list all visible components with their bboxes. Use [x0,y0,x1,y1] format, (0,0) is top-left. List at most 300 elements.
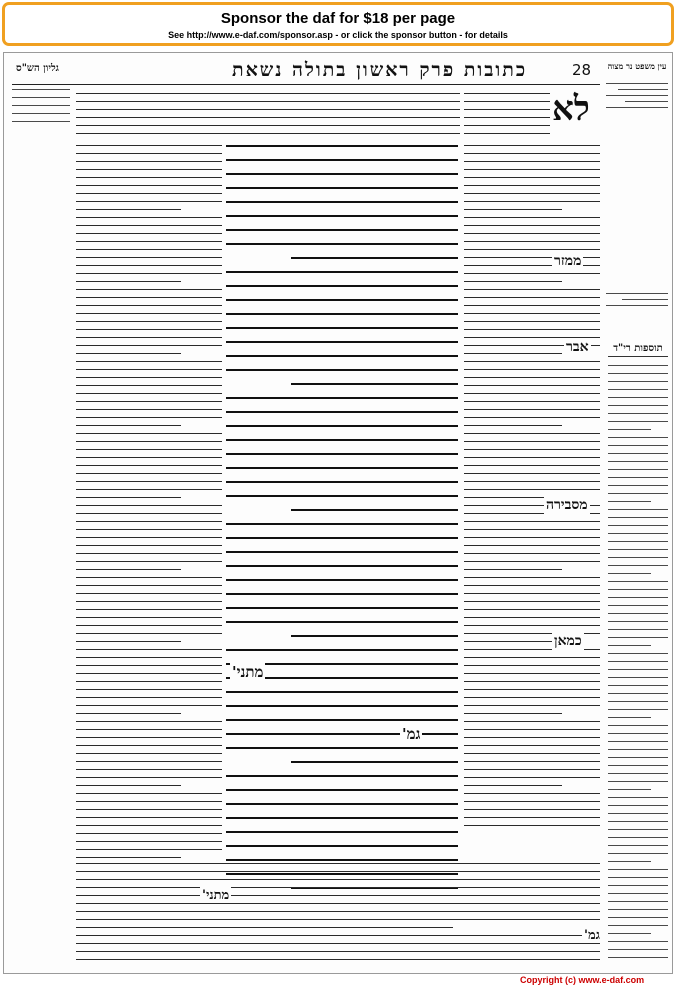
bottom-lead-matni: מתני' [202,888,230,903]
gemara-text-line [226,859,458,861]
tosafot-rid-text-line [608,941,668,942]
tosafot-rid-text-line [608,661,668,662]
tosafot-rid-text-line [608,581,668,582]
tosafot-rid-text-line [608,797,668,798]
tosafot-rid-text-line [608,845,668,846]
rashi-text-line [464,721,600,722]
rashi-text-line [464,169,600,170]
commentary-text-line [76,951,600,952]
rashi-text-line [464,329,600,330]
gloss-text-line [12,113,70,114]
tosafot-text-line [76,257,222,258]
commentary-text-line [76,903,600,904]
gemara-text-line [291,257,458,259]
tosafot-text-line [76,393,222,394]
commentary-text-line [76,93,460,94]
rashi-text-line [464,377,600,378]
page-number: 28 [572,61,592,79]
gemara-text-line [226,243,458,245]
tosafot-text-line [76,305,222,306]
rashi-text-line [464,249,600,250]
rashi-text-line [464,641,562,642]
gemara-text-line [226,411,458,413]
tosafot-rid-text-line [608,821,668,822]
rashi-text-line [464,117,550,118]
commentary-text-line [76,935,600,936]
rashi-text-line [464,289,600,290]
tosafot-text-line [76,745,222,746]
tosafot-rid-text-line [608,709,668,710]
tosafot-text-line [76,617,222,618]
rashi-text-line [464,705,600,706]
gemara-text-line [226,705,458,707]
tosafot-text-line [76,545,222,546]
tosafot-text-line [76,593,222,594]
tosafot-rid-text-line [608,877,668,878]
gemara-text-line [226,621,458,623]
rashi-text-line [464,785,562,786]
gloss-text-line [12,89,70,90]
rashi-text-line [464,545,600,546]
ein-mishpat-notes-2 [606,293,668,323]
gemara-text-line [226,453,458,455]
tosafot-text-line [76,329,222,330]
copyright-notice[interactable]: Copyright (c) www.e-daf.com [520,975,645,985]
tosafot-text-line [76,833,222,834]
rashi-text-line [464,217,600,218]
tosafot-text-line [76,233,222,234]
tosafot-rid-text-line [608,781,668,782]
commentary-text-line [76,887,600,888]
tosafot-rid-text-line [608,725,668,726]
rashi-text-line [464,617,600,618]
tosafot-rid-text-line [608,597,668,598]
rashi-text-line [464,529,600,530]
gemara-text-line [226,369,458,371]
tosafot-rid-text-line [608,565,668,566]
gloss-text-line [12,105,70,106]
commentary-text-line [76,125,460,126]
gemara-text-line [226,229,458,231]
tosafot-text-line [76,825,222,826]
commentary-text-line [76,133,460,134]
tosafot-rid-text-line [608,509,668,510]
tosafot-rid-text-line [608,413,668,414]
gemara-text [226,145,458,907]
gemara-text-line [226,593,458,595]
tosafot-text-line [76,673,222,674]
tosafot-rid-text-line [608,741,668,742]
rashi-text-line [464,713,562,714]
rashi-text-line [464,561,600,562]
commentary-text-line [76,919,600,920]
gemara-text-line [226,159,458,161]
rashi-text-line [464,125,550,126]
tosafot-rid-text-line [608,557,668,558]
tosafot-rid-text-line [608,533,668,534]
tosafot-text-line [76,265,222,266]
gloss-text-line [12,97,70,98]
tosafot-text-line [76,569,181,570]
rashi-text-line [464,153,600,154]
tosafot-text-line [76,401,222,402]
opening-word: לא [552,89,590,129]
gemara-text-line [226,299,458,301]
rashi-text-line [464,457,600,458]
tosafot-text-line [76,665,222,666]
tosafot-text-line [76,817,222,818]
rashi-text-line [464,161,600,162]
tosafot-text-line [76,153,222,154]
gemara-text-line [226,355,458,357]
gemara-text-line [226,831,458,833]
gemara-text-line [226,691,458,693]
talmud-page [3,52,673,974]
tosafot-text-line [76,281,181,282]
rashi-top [464,93,550,141]
rashi-text-line [464,337,600,338]
rashi-text-line [464,433,600,434]
tosafot-rid-text-line [608,861,651,862]
tosafot-text-line [76,217,222,218]
tosafot-rid-text-line [608,437,668,438]
gemara-text-line [226,551,458,553]
tosafot-text-line [76,441,222,442]
rashi-text-line [464,133,550,134]
tosafot-rid-title: תוספות רי"ד [608,343,668,357]
tosafot-rid-text-line [608,365,668,366]
commentary-text-line [76,863,600,864]
rashi-text-line [464,625,600,626]
commentary-text-line [76,927,453,928]
tosafot-text-line [76,169,222,170]
tosafot-text-line [76,769,222,770]
rashi-text-line [464,409,600,410]
gemara-text-line [291,761,458,763]
tosafot-text-line [76,289,222,290]
tosafot-rid-text-line [608,637,668,638]
sponsor-banner[interactable] [2,2,674,46]
rashi-text-line [464,441,600,442]
tosafot-rid-text-line [608,669,668,670]
gemara-text-line [226,481,458,483]
tosafot-text-line [76,161,222,162]
tosafot-rid-text-line [608,405,668,406]
tosafot-text-line [76,353,181,354]
tosafot-rid-text-line [608,933,651,934]
tosafot-text-line [76,505,222,506]
gilyon-hashas-text [12,89,70,129]
rashi-text-line [464,521,600,522]
commentary-text-line [76,101,460,102]
tosafot-text-line [76,561,222,562]
tosafot-text-line [76,841,222,842]
rashi-text-line [464,425,562,426]
rashi-text-line [464,201,600,202]
rashi-text-line [464,273,600,274]
rashi-text-line [464,777,600,778]
rashi-text-line [464,825,600,826]
rashi-text-line [464,281,562,282]
tosafot-text-line [76,321,222,322]
tosafot-rid-text-line [608,381,668,382]
tosafot-text-line [76,409,222,410]
gemara-text-line [226,495,458,497]
tosafot-rid-text-line [608,605,668,606]
rashi-text-line [464,489,600,490]
tosafot-text-line [76,697,222,698]
rashi-text-line [464,481,600,482]
tosafot-text-line [76,761,222,762]
tosafot-text-line [76,465,222,466]
gemara-text-line [226,173,458,175]
tosafot-text-line [76,641,181,642]
tosafot-rid-text-line [608,429,651,430]
tosafot-rid-text-line [608,501,651,502]
tosafot-rid-text-line [608,765,668,766]
gemara-text-line [226,565,458,567]
tosafot-text-line [76,377,222,378]
gloss-text-line [12,121,70,122]
tosafot-rid-text-line [608,853,668,854]
gemara-lead-gemara: גמ' [402,725,421,743]
tosafot-text-line [76,201,222,202]
tosafot-rid-text-line [608,901,668,902]
rashi-text-line [464,761,600,762]
tosafot-rid-text-line [608,541,668,542]
rashi-text-line [464,401,600,402]
gemara-text-line [226,789,458,791]
tosafot-text-line [76,249,222,250]
gemara-text-line [226,145,458,147]
tosafot-text-line [76,361,222,362]
commentary-text-line [76,117,460,118]
gemara-text-line [226,747,458,749]
tosafot-text-line [76,385,222,386]
tosafot-rid-text-line [608,909,668,910]
tosafot-rid-text-line [608,573,651,574]
commentary-text-line [76,109,460,110]
gemara-text-line [226,733,458,735]
tosafot-text-line [76,513,222,514]
tosafot-text-line [76,449,222,450]
gemara-text-line [226,537,458,539]
tosafot-rid-text-line [608,645,651,646]
tosafot-text-line [76,313,222,314]
tosafot-text-line [76,425,181,426]
tosafot-text-line [76,369,222,370]
tosafot-rid-text-line [608,613,668,614]
tosafot-rid-text-line [608,485,668,486]
rashi-text-line [464,93,550,94]
gemara-text-line [226,397,458,399]
tosafot-text-line [76,241,222,242]
tosafot-text-line [76,713,181,714]
rashi-text-line [464,449,600,450]
tosafot-rid-text-line [608,589,668,590]
tosafot-rid-text-line [608,469,668,470]
tosafot-text-line [76,785,181,786]
rashi-lead-mamzer: ממזר [554,253,582,269]
rashi-text-line [464,681,600,682]
rashi-text-line [464,417,600,418]
rashi-text-line [464,109,550,110]
gemara-text-line [226,439,458,441]
tosafot-text-line [76,145,222,146]
gilyon-hashas-label: גליון הש"ס [16,63,59,74]
tosafot-rid-text-line [608,805,668,806]
tosafot-rid-text-line [608,389,668,390]
tosafot-text-line [76,585,222,586]
gemara-text-line [226,285,458,287]
tosafot-rid-text-line [608,949,668,950]
rashi-text-line [464,593,600,594]
gemara-text-line [226,803,458,805]
tosafot-text-line [76,457,222,458]
rashi-text-line [464,657,600,658]
rashi-text-line [464,737,600,738]
tosafot-text-line [76,801,222,802]
rashi-text-line [464,801,600,802]
rashi-text-line [464,385,600,386]
tosafot-text-line [76,625,222,626]
commentary-text-line [76,895,600,896]
gemara-text-line [226,201,458,203]
tosafot-rid-text-line [608,789,651,790]
rashi-lead-avar: אבר [566,339,589,355]
gemara-text-line [226,271,458,273]
commentary-text-line [76,943,600,944]
tosafot-rid-text-line [608,917,668,918]
gemara-text-line [291,635,458,637]
tosafot-text-line [76,185,222,186]
tosafot-text-line [76,705,222,706]
gemara-text-line [291,509,458,511]
tosafot-rid-text-line [608,733,668,734]
tosafot-text-line [76,337,222,338]
tosafot-rid-text-line [608,453,668,454]
tosafot-rid-text-line [608,685,668,686]
tosafot-rid-text-line [608,869,668,870]
ein-mishpat-notes [606,83,668,143]
rashi-lead-kma: כמאן [554,633,582,649]
rashi-text-line [464,473,600,474]
rashi-text-line [464,585,600,586]
tosafot-rid-text-line [608,621,668,622]
rashi-text-line [464,225,600,226]
rashi-text-line [464,233,600,234]
rashi-text-line [464,313,600,314]
tosafot-rid-text-line [608,549,668,550]
tosafot-rid-text-line [608,893,668,894]
tosafot-text-line [76,481,222,482]
tosafot-text-line [76,737,222,738]
gemara-text-line [226,327,458,329]
tosafot-text-line [76,857,181,858]
rashi-text-line [464,145,600,146]
gemara-text-line [226,579,458,581]
rashi-text-line [464,745,600,746]
gemara-text-line [226,313,458,315]
rashi-lead-masbira: מסבירה [546,497,588,513]
rashi-text-line [464,729,600,730]
tosafot-text-line [76,345,222,346]
tosafot-rid-text-line [608,885,668,886]
rashi-text-line [464,209,562,210]
tosafot-text-line [76,809,222,810]
tosafot-rid-text-line [608,837,668,838]
commentary-text-line [76,959,600,960]
commentary-top-span [76,93,460,141]
tosafot-rid-text-line [608,701,668,702]
bottom-lead-gemara: גמ' [584,928,600,943]
tosafot-text-line [76,553,222,554]
rashi-text-line [464,753,600,754]
sponsor-subtitle[interactable]: See http://www.e-daf.com/sponsor.asp - or click the sponsor button - for details [168,30,508,40]
tosafot-rid-text-line [608,749,668,750]
gemara-text-line [226,341,458,343]
gemara-text-line [226,845,458,847]
tosafot-rid-text-line [608,373,668,374]
tosafot-rid-text-line [608,445,668,446]
rashi-text-line [464,393,600,394]
tosafot-rid-text-line [608,421,668,422]
tosafot-text-line [76,433,222,434]
rashi-text-line [464,569,562,570]
tosafot-rid-text-line [608,653,668,654]
tosafot-column [76,145,222,860]
tosafot-text-line [76,417,222,418]
tosafot-text-line [76,681,222,682]
gemara-text-line [226,649,458,651]
tosafot-text-line [76,577,222,578]
tosafot-text-line [76,297,222,298]
tosafot-text-line [76,849,222,850]
tosafot-text-line [76,633,222,634]
tosafot-rid-text-line [608,461,668,462]
gemara-text-line [226,607,458,609]
rashi-text-line [464,321,600,322]
tosafot-text-line [76,649,222,650]
rashi-text-line [464,193,600,194]
tosafot-text-line [76,721,222,722]
tosafot-text-line [76,729,222,730]
tosafot-text-line [76,537,222,538]
rashi-text-line [464,297,600,298]
rashi-text-line [464,793,600,794]
rashi-text-line [464,689,600,690]
rashi-text-line [464,665,600,666]
gemara-lead-matni: מתני' [232,663,264,681]
tosafot-rid-text-line [608,813,668,814]
gemara-text-line [226,187,458,189]
rashi-text-line [464,817,600,818]
tosafot-text-line [76,209,181,210]
tosafot-text-line [76,473,222,474]
tosafot-rid-text-line [608,517,668,518]
sponsor-title: Sponsor the daf for $18 per page [220,10,456,27]
rashi-text-line [464,361,600,362]
commentary-text-line [76,879,600,880]
tosafot-rid-text-line [608,717,651,718]
tosafot-rid-text-line [608,677,668,678]
tosafot-rid-text-line [608,957,668,958]
gemara-text-line [226,523,458,525]
tosafot-text-line [76,489,222,490]
rashi-column [464,145,600,835]
rashi-text-line [464,465,600,466]
tosafot-text-line [76,793,222,794]
